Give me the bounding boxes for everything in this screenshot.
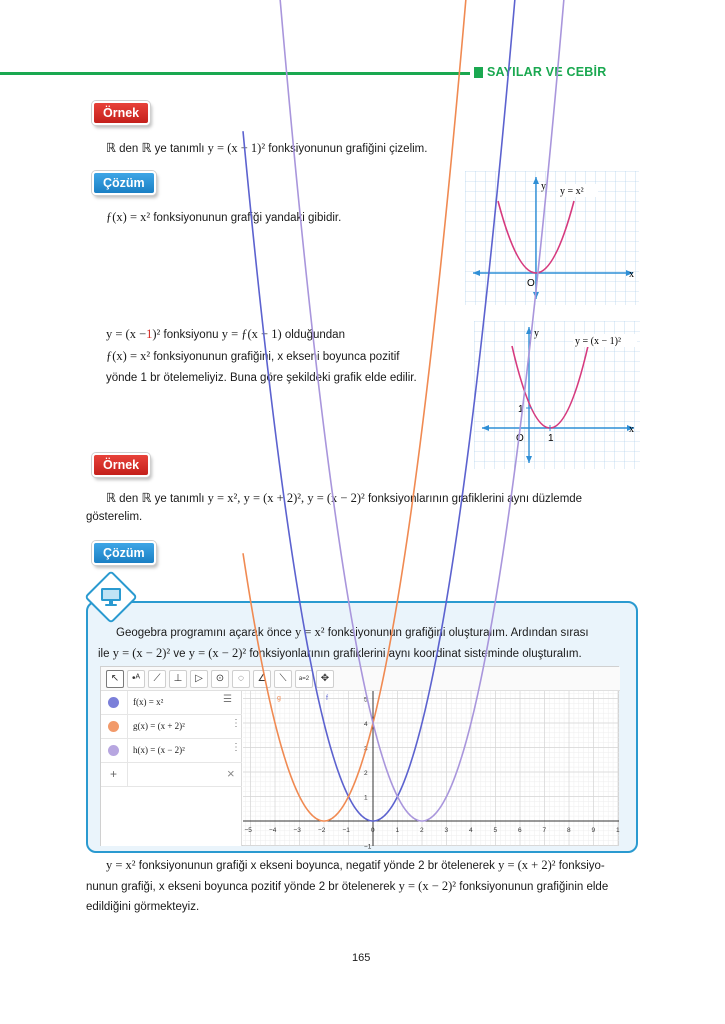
formula: y = (x + 2)²,	[243, 491, 305, 505]
formula: y = (x − 2)²	[112, 646, 171, 660]
page-number: 165	[352, 952, 371, 964]
conclusion-line3: edildiğini görmekteyiz.	[86, 901, 200, 913]
x-axis-label: x	[629, 424, 634, 435]
x-tick-label: 2	[420, 827, 424, 834]
header-rule	[0, 72, 470, 75]
y-tick-label: 2	[364, 770, 368, 777]
header-marker	[474, 67, 483, 78]
section-title: SAYILAR VE CEBİR	[487, 65, 607, 79]
formula: y = (x − 2)²	[398, 879, 457, 893]
y-tick-label: 1	[364, 794, 368, 802]
formula-highlight: 1	[146, 327, 153, 341]
x-tick-label: 1	[548, 433, 554, 444]
formula: y = x²	[106, 858, 136, 872]
algebra-row-h[interactable]	[101, 739, 242, 763]
text: fonksiyonu	[163, 329, 219, 341]
visibility-toggle[interactable]	[108, 721, 119, 732]
y-axis-label: y	[541, 181, 546, 192]
origin-label: O	[516, 433, 524, 444]
formula: y = (x − 2)²	[188, 646, 247, 660]
y-tick-label: −1	[364, 843, 372, 851]
monitor-icon	[98, 584, 124, 610]
conclusion-line1	[106, 857, 605, 874]
move-view-tool-icon[interactable]: ✥	[316, 670, 334, 688]
solution-badge: Çözüm	[92, 171, 156, 195]
graph-parabola	[465, 171, 639, 305]
grid	[465, 171, 639, 305]
x-tick-label: −3	[293, 827, 301, 834]
more-menu-icon[interactable]: ⋮	[231, 718, 241, 729]
text: fonksiyonunun grafiğini çizelim.	[268, 143, 428, 155]
curve-label-f: f	[326, 695, 328, 702]
text: ye tanımlı	[154, 143, 205, 155]
more-menu-icon[interactable]: ⋮	[231, 742, 241, 753]
x-tick-label: 4	[469, 827, 473, 834]
algebra-input-row[interactable]	[101, 763, 242, 787]
solution1-line3	[106, 348, 399, 365]
reals-symbol: ℝ	[106, 491, 116, 505]
close-icon[interactable]: ×	[227, 766, 235, 781]
add-icon[interactable]: +	[110, 767, 118, 781]
expression[interactable]: f(x) = x²	[133, 697, 164, 707]
x-tick-label: 5	[493, 827, 498, 834]
visibility-toggle[interactable]	[108, 697, 119, 708]
reals-symbol: ℝ	[106, 141, 116, 155]
reals-symbol: ℝ	[141, 141, 152, 155]
algebra-row-g[interactable]	[101, 715, 242, 739]
x-tick-label: 3	[444, 827, 449, 834]
y-axis-label: y	[534, 328, 539, 339]
solution1-line2	[106, 326, 345, 343]
x-tick-label: 1	[395, 827, 400, 834]
slider-tool-icon[interactable]: a=2	[295, 670, 313, 688]
x-axis-label: x	[629, 269, 634, 280]
line-tool-icon[interactable]: ⟋	[148, 670, 166, 688]
algebra-row-f[interactable]	[101, 691, 242, 715]
y-tick-label: 5	[364, 696, 368, 704]
formula: y = (x − 1)²	[207, 141, 266, 155]
circle-center-tool-icon[interactable]: ⊙	[211, 670, 229, 688]
y-tick-label: 3	[364, 745, 368, 753]
text: Geogebra programını açarak önce	[116, 627, 292, 639]
expression[interactable]: h(x) = (x − 2)²	[133, 745, 185, 755]
text: ve	[173, 648, 186, 660]
example-badge: Örnek	[92, 453, 150, 477]
formula: y = x²,	[207, 491, 241, 505]
formula: ƒ(x) = x²	[106, 349, 151, 363]
conclusion-line2	[86, 878, 608, 895]
visibility-toggle[interactable]	[108, 745, 119, 756]
den-word: den	[119, 143, 139, 155]
angle-tool-icon[interactable]: ∠	[253, 670, 271, 688]
example1-statement	[106, 140, 427, 157]
text: fonksiyonunun grafiği x ekseni boyunca, negatif yönde 2 br ötelenerek	[138, 860, 495, 872]
text: fonksiyonlarının grafiklerini aynı düzlemde	[367, 493, 583, 505]
example-badge: Örnek	[92, 101, 150, 125]
algebra-view	[101, 691, 242, 846]
text: fonksiyonunun grafiği yandaki gibidir.	[153, 212, 342, 224]
formula: )²	[152, 327, 161, 341]
algebra-style-icon[interactable]: ☰	[223, 694, 232, 705]
reals-symbol: ℝ	[141, 491, 152, 505]
x-tick-label: 6	[518, 827, 522, 834]
reflect-tool-icon[interactable]: ⟍	[274, 670, 292, 688]
solution-badge: Çözüm	[92, 541, 156, 565]
x-tick-label: −1	[342, 827, 350, 834]
den-word: den	[119, 493, 139, 505]
text: olduğundan	[284, 329, 345, 341]
x-tick-label: −5	[244, 827, 252, 834]
formula: y = (x + 2)²	[498, 858, 556, 872]
text: ye tanımlı	[154, 493, 205, 505]
graphics-view[interactable]	[243, 691, 620, 851]
text: fonksiyonunun grafiğini, x ekseni boyunca pozitif	[153, 351, 400, 363]
panel-line2	[98, 645, 582, 662]
move-tool-icon[interactable]: ↖	[106, 670, 124, 688]
curve-label: y = (x − 1)²	[575, 336, 621, 347]
x-tick-label: 1	[616, 827, 620, 834]
formula: y = x²	[295, 625, 325, 639]
curve-label: y = x²	[560, 186, 584, 197]
expression[interactable]: g(x) = (x + 2)²	[133, 721, 185, 731]
formula: ƒ(x) = x²	[106, 210, 151, 224]
y-tick-label: 4	[364, 721, 368, 728]
polygon-tool-icon[interactable]: ▷	[190, 670, 208, 688]
formula: y = (x − 2)²	[307, 491, 365, 505]
origin-label: O	[527, 278, 535, 289]
point-tool-icon[interactable]: •ᴬ	[127, 670, 145, 688]
y-tick-label: 1	[518, 404, 524, 415]
formula: y = (x −	[106, 327, 147, 341]
text: ile	[98, 648, 110, 660]
x-tick-label: 9	[591, 827, 596, 834]
x-tick-label: −4	[269, 827, 277, 834]
text: nunun grafiği, x ekseni boyunca pozitif yönde 2 br ötelenerek	[86, 881, 396, 893]
circle-three-point-tool-icon[interactable]: ◌	[232, 670, 250, 688]
graph-shifted-parabola	[474, 321, 640, 469]
solution1-line4: yönde 1 br ötelemeliyiz. Buna göre şekildeki grafik elde edilir.	[106, 372, 417, 384]
solution1-line1	[106, 209, 341, 226]
x-tick-label: 7	[542, 827, 547, 834]
formula: y = ƒ(x − 1)	[221, 327, 282, 341]
x-tick-label: −2	[318, 827, 326, 834]
text: fonksiyonunun grafiğinin elde	[459, 881, 609, 893]
text: fonksiyonunun grafiğini oluşturalım. Ardından sırası	[327, 627, 589, 639]
example2-statement-cont: gösterelim.	[86, 511, 143, 523]
geogebra-window	[100, 666, 620, 851]
curve-label-g: g	[277, 695, 281, 702]
perpendicular-tool-icon[interactable]: ⊥	[169, 670, 187, 688]
x-tick-label: 0	[371, 827, 375, 834]
x-tick-label: 8	[567, 827, 571, 834]
text: fonksiyonlarının grafiklerini aynı koordinat sisteminde oluşturalım.	[249, 648, 582, 660]
text: fonksiyo-	[558, 860, 605, 872]
